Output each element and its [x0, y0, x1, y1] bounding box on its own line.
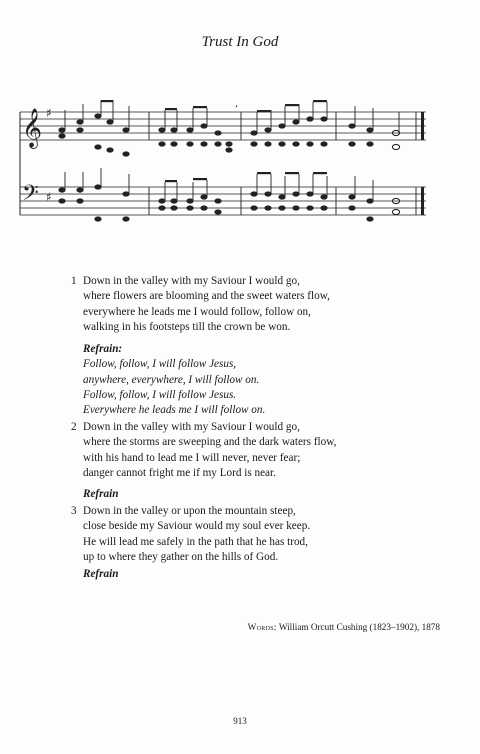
verse-line: walking in his footsteps till the crown be won. — [83, 320, 291, 333]
refrain-heading: Refrain: — [83, 343, 123, 355]
verse-line: where the storms are sweeping and the dark waters flow, — [83, 436, 337, 449]
verse-number: 1 — [71, 275, 77, 287]
verse-1 — [71, 274, 443, 335]
treble-clef-icon: 𝄞 — [22, 108, 43, 148]
hymn-title: Trust In God — [201, 34, 279, 50]
sharp-icon: ♯ — [46, 190, 52, 204]
verse-line: Down in the valley with my Saviour I would go, — [83, 421, 300, 433]
verse-line: Down in the valley with my Saviour I would go, — [83, 275, 300, 287]
page-number: 913 — [233, 716, 247, 726]
refrain-line: Follow, follow, I will follow Jesus. — [83, 388, 237, 401]
refrain-line: Follow, follow, I will follow Jesus, — [83, 358, 237, 371]
attribution-author: William Orcutt Cushing (1823–1902), 1878 — [278, 622, 440, 632]
attribution-label: Words: — [247, 622, 277, 632]
verse-line: up to where they gather on the hills of God. — [83, 550, 279, 563]
sharp-icon: ♯ — [46, 106, 52, 120]
verse-line: danger cannot fright me if my Lord is near. — [83, 466, 276, 479]
refrain-heading: Refrain — [83, 488, 119, 501]
verse-number: 3 — [71, 505, 77, 517]
verse-line: Down in the valley or upon the mountain steep, — [83, 505, 296, 517]
treble-staff — [20, 112, 426, 140]
music-score — [14, 92, 434, 242]
verse-number: 2 — [71, 421, 77, 433]
attribution — [248, 622, 440, 632]
verse-line: He will lead me safely in the path that he has trod, — [83, 535, 308, 548]
refrain-heading: Refrain — [83, 568, 119, 581]
bass-clef-icon: 𝄢 — [22, 181, 39, 211]
verse-line: everywhere he leads me I would follow, follow on, — [83, 305, 311, 318]
refrain — [83, 342, 443, 418]
verse-line: with his hand to lead me I will never, never fear; — [83, 451, 301, 464]
verse-2 — [71, 420, 443, 502]
verse-line: where flowers are blooming and the sweet waters flow, — [83, 290, 330, 303]
verse-line: close beside my Saviour would my soul ever keep. — [83, 520, 311, 533]
verse-3 — [71, 504, 443, 582]
svg-text:,: , — [235, 98, 239, 109]
refrain-line: Everywhere he leads me I will follow on. — [83, 404, 266, 417]
refrain-line: anywhere, everywhere, I will follow on. — [83, 373, 260, 386]
